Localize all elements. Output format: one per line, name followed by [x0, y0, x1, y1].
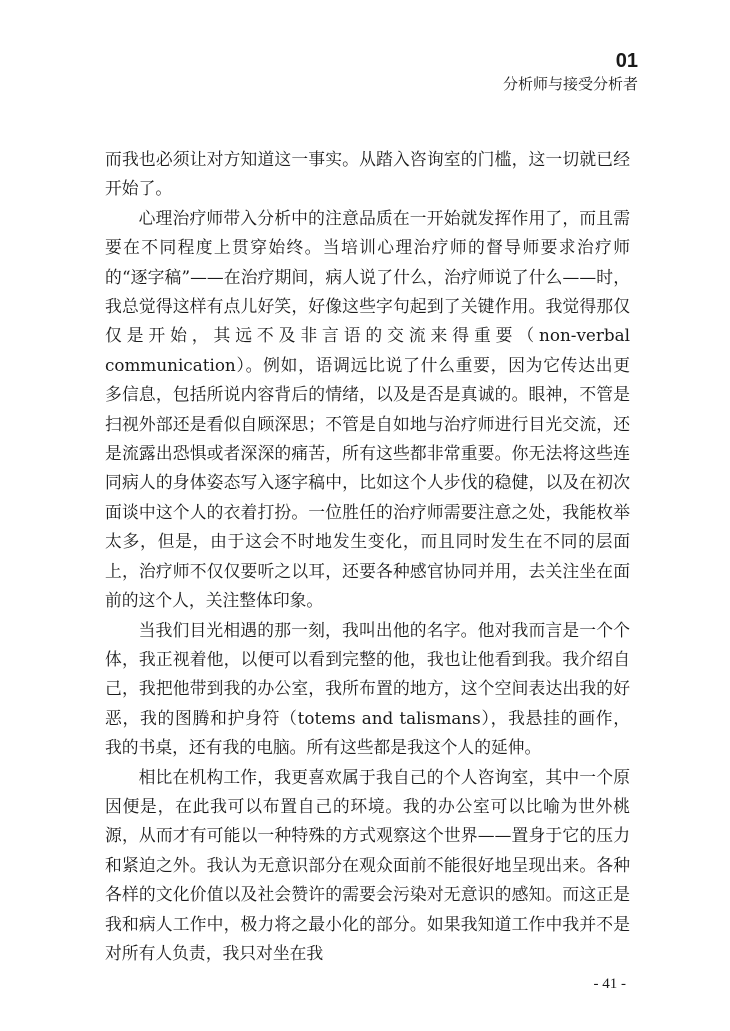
chapter-number: 01 — [615, 50, 638, 72]
paragraph: 而我也必须让对方知道这一事实。从踏入咨询室的门槛，这一切就已经开始了。 — [105, 149, 630, 199]
chapter-title: 分析师与接受分析者 — [502, 75, 638, 93]
paragraph: 当我们目光相遇的那一刻，我叫出他的名字。他对我而言是一个个体，我正视着他，以便可以看到完整的他，我也让他看到我。我介绍自己，我把他带到我的办公室，我所布置的地方，这个空间表达出我的好恶，我的图腾和护身符（totems and talismans），我悬挂的画作，我的书桌，还有我的电脑。所有这些都是我这个人的延伸。 — [105, 619, 630, 758]
paragraph: 心理治疗师带入分析中的注意品质在一开始就发挥作用了，而且需要在不同程度上贯穿始终。当培训心理治疗师的督导师要求治疗师的“逐字稿”——在治疗期间，病人说了什么，治疗师说了什么——时，我总觉得这样有点儿好笑，好像这些字句起到了关键作用。我觉得那仅仅是开始，其远不及非言语的交流来得重要（non-verbal communication）。例如，语调远比说了什么重要，因为它传达出更多信息，包括所说内容背后的情绪，以及是否是真诚的。眼神，不管是扫视外部还是看似自顾深思；不管是自如地与治疗师进行目光交流，还是流露出恐惧或者深深的痛苦，所有这些都非常重要。你无法将这些连同病人的身体姿态写入逐字稿中，比如这个人步伐的稳健，以及在初次面谈中这个人的衣着打扮。一位胜任的治疗师需要注意之处，我能枚举太多，但是，由于这会不时地发生变化，而且同时发生在不同的层面上，治疗师不仅仅要听之以耳，还要各种感官协同并用，去关注坐在面前的这个人，关注整体印象。 — [105, 207, 630, 611]
running-header — [503, 50, 638, 94]
page-number: - 41 - — [593, 976, 626, 992]
body-text — [105, 145, 630, 968]
paragraph: 相比在机构工作，我更喜欢属于我自己的个人咨询室，其中一个原因便是，在此我可以布置自己的环境。我的办公室可以比喻为世外桃源，从而才有可能以一种特殊的方式观察这个世界——置身于它的压力和紧迫之外。我认为无意识部分在观众面前不能很好地呈现出来。各种各样的文化价值以及社会赞许的需要会污染对无意识的感知。而这正是我和病人工作中，极力将之最小化的部分。如果我知道工作中我并不是对所有人负责，我只对坐在我 — [105, 766, 630, 963]
